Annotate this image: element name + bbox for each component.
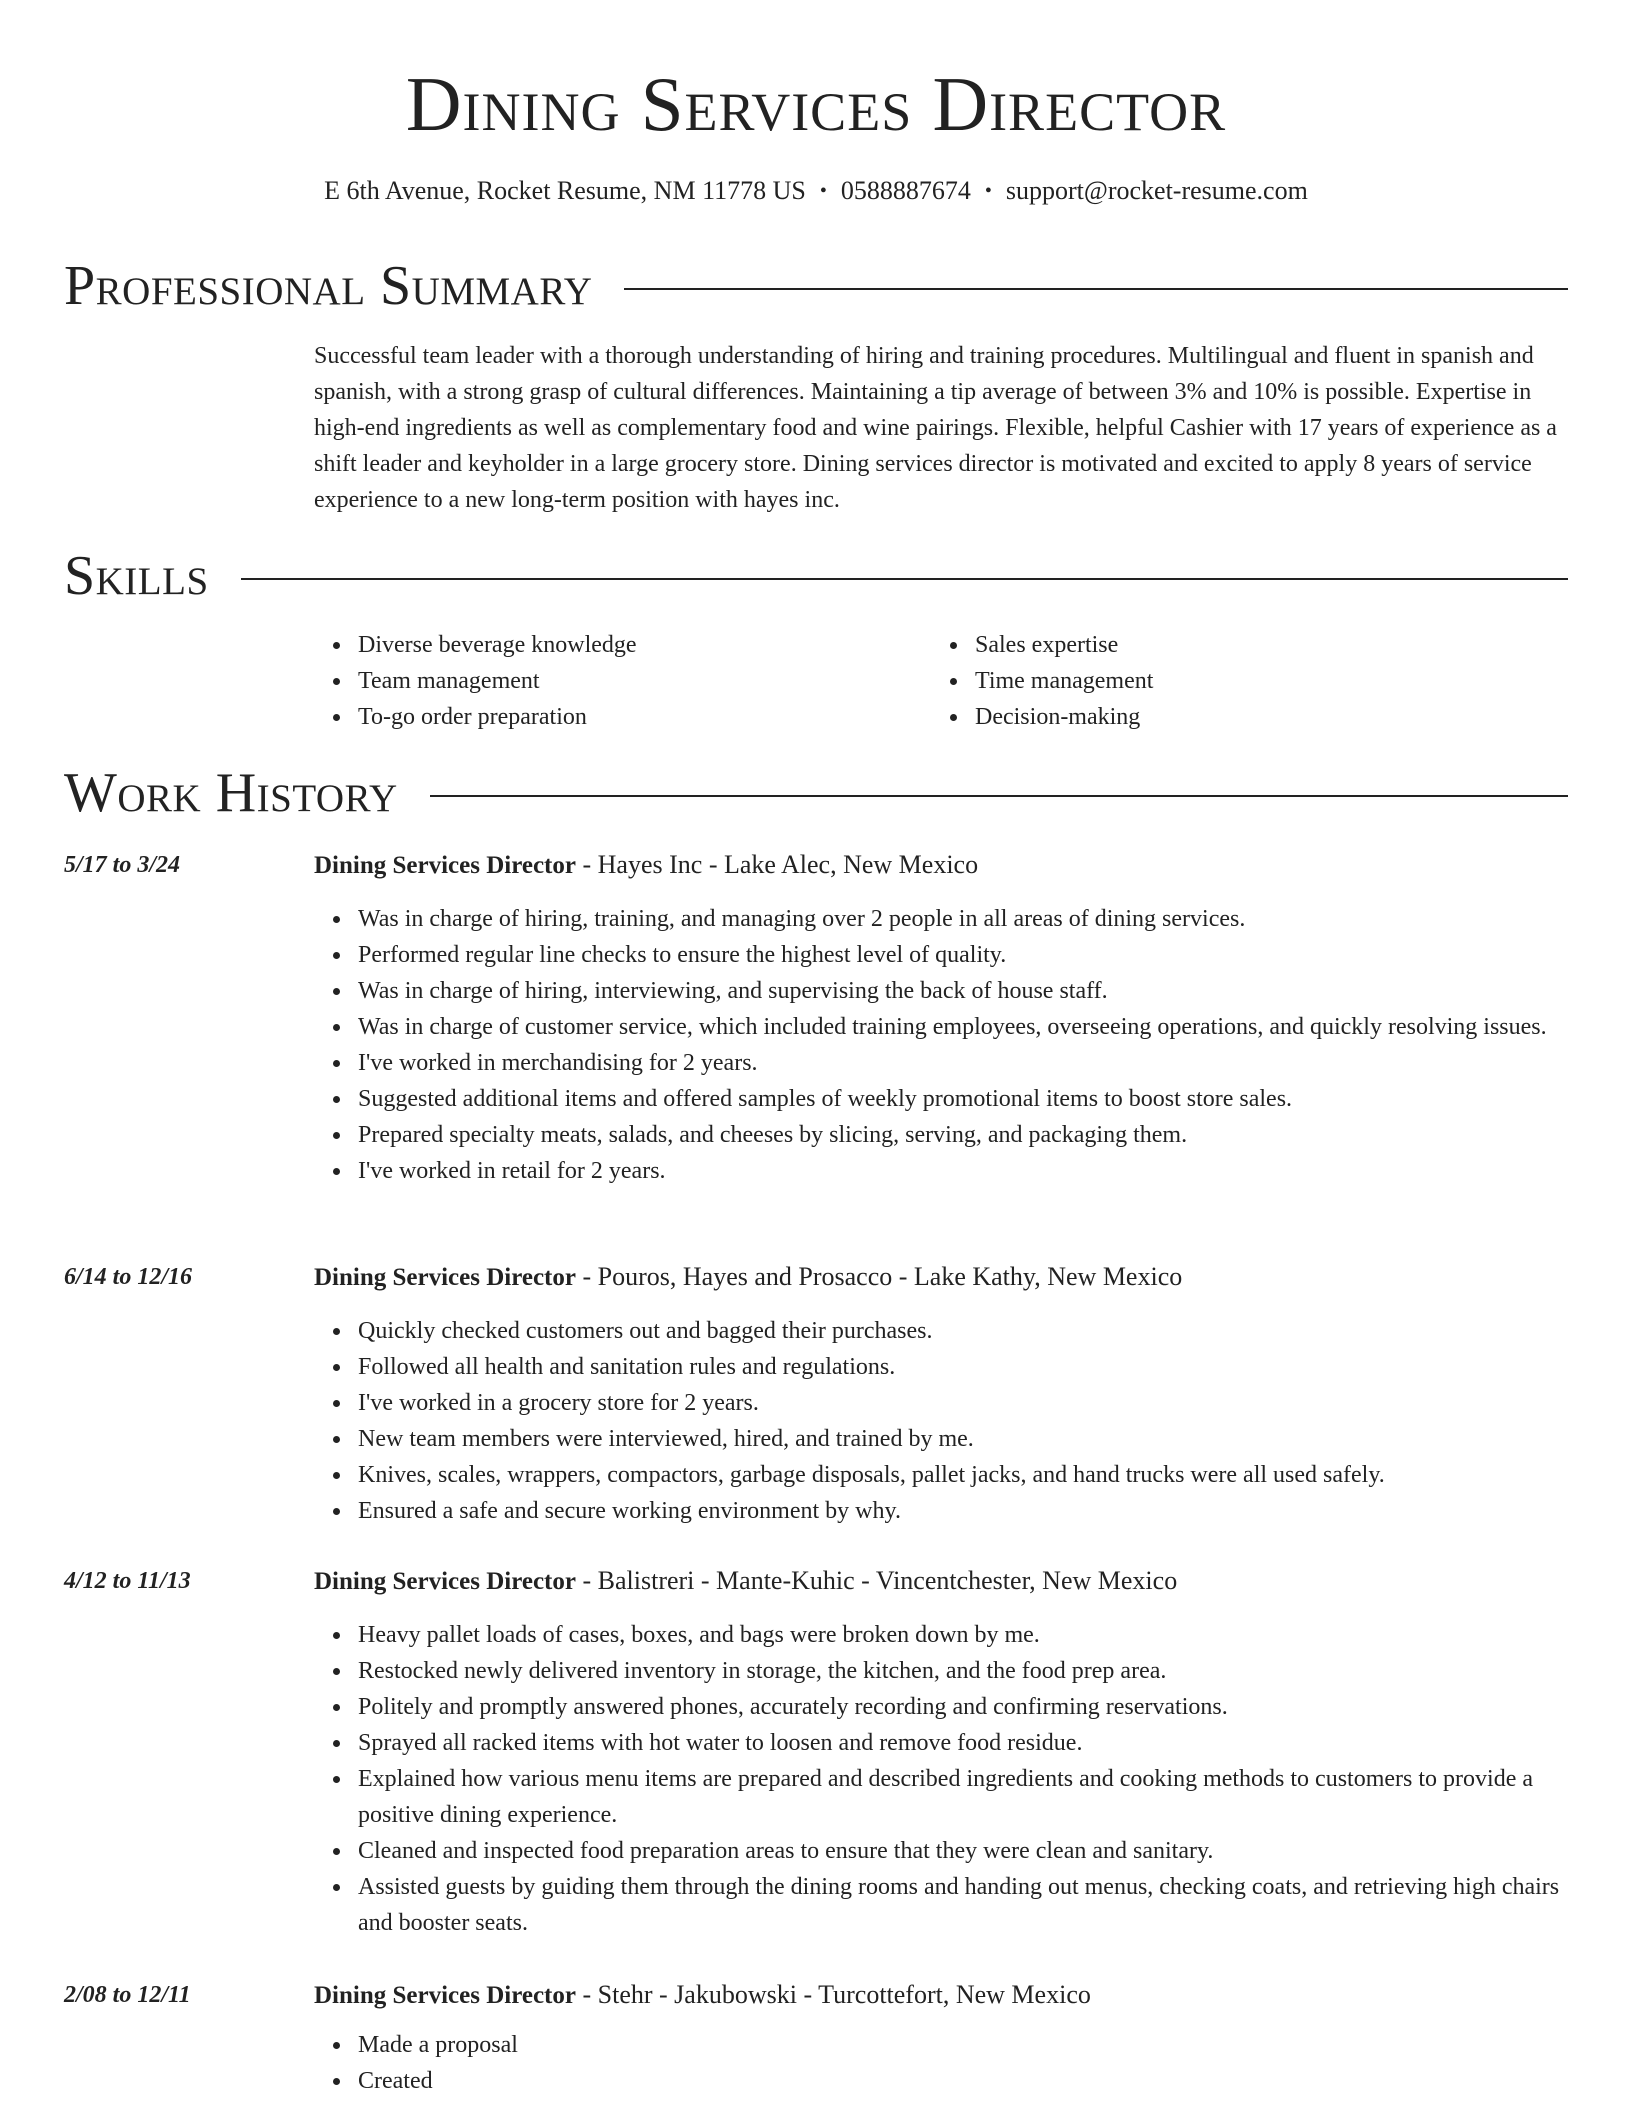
skill-item: Time management xyxy=(975,663,1548,699)
job-dates: 2/08 to 12/11 xyxy=(64,1982,191,2008)
section-divider xyxy=(624,288,1568,290)
section-divider xyxy=(430,795,1568,797)
job-dates: 5/17 to 3/24 xyxy=(64,852,181,878)
job-dates: 6/14 to 12/16 xyxy=(64,1264,193,1290)
job-duty: Heavy pallet loads of cases, boxes, and bags were broken down by me. xyxy=(358,1617,1568,1653)
job-duty: New team members were interviewed, hired, and trained by me. xyxy=(358,1421,1568,1457)
job-duties xyxy=(314,1313,1568,1529)
job-dates: 4/12 to 11/13 xyxy=(64,1568,191,1594)
work-section-heading xyxy=(64,761,1568,825)
contact-address: E 6th Avenue, Rocket Resume, NM 11778 US xyxy=(324,176,806,205)
skills-column-left xyxy=(314,627,931,735)
job-duty: I've worked in a grocery store for 2 years. xyxy=(358,1385,1568,1421)
job-duty: Was in charge of hiring, training, and managing over 2 people in all areas of dining services. xyxy=(358,901,1568,937)
job-heading xyxy=(314,1977,1568,2014)
job-duties xyxy=(314,901,1568,1189)
job-title: Dining Services Director xyxy=(314,1264,576,1291)
skill-item: Team management xyxy=(358,663,931,699)
job-duty: Politely and promptly answered phones, accurately recording and confirming reservations. xyxy=(358,1689,1568,1725)
job-duty: I've worked in retail for 2 years. xyxy=(358,1153,1568,1189)
job-duty: Performed regular line checks to ensure the highest level of quality. xyxy=(358,937,1568,973)
job-title: Dining Services Director xyxy=(314,1568,576,1595)
contact-phone: 0588887674 xyxy=(840,176,971,205)
job-duty: Suggested additional items and offered samples of weekly promotional items to boost store sales. xyxy=(358,1081,1568,1117)
contact-separator: • xyxy=(819,180,827,202)
job-duties xyxy=(314,1617,1568,1941)
skills-column-right xyxy=(931,627,1548,735)
job-title: Dining Services Director xyxy=(314,1982,576,2009)
contact-line xyxy=(0,174,1632,208)
contact-separator: • xyxy=(984,180,992,202)
job-employer: - Hayes Inc - Lake Alec, New Mexico xyxy=(575,850,979,879)
job-duty: Explained how various menu items are prepared and described ingredients and cooking methods to customers to provide a positive dining experience. xyxy=(358,1761,1568,1833)
contact-email: support@rocket-resume.com xyxy=(1005,176,1308,205)
job-duty: I've worked in merchandising for 2 years. xyxy=(358,1045,1568,1081)
job-duty: Ensured a safe and secure working environment by why. xyxy=(358,1493,1568,1529)
job-heading xyxy=(314,1259,1568,1296)
job-duty: Was in charge of hiring, interviewing, and supervising the back of house staff. xyxy=(358,973,1568,1009)
job-duty: Restocked newly delivered inventory in storage, the kitchen, and the food prep area. xyxy=(358,1653,1568,1689)
section-title: Skills xyxy=(64,545,209,607)
section-title: Work History xyxy=(64,762,398,824)
job-duty: Prepared specialty meats, salads, and cheeses by slicing, serving, and packaging them. xyxy=(358,1117,1568,1153)
job-employer: - Pouros, Hayes and Prosacco - Lake Kathy, New Mexico xyxy=(575,1262,1183,1291)
job-employer: - Balistreri - Mante-Kuhic - Vincentchester, New Mexico xyxy=(575,1566,1178,1595)
job-title: Dining Services Director xyxy=(314,852,576,879)
skill-item: To-go order preparation xyxy=(358,699,931,735)
job-duty: Cleaned and inspected food preparation areas to ensure that they were clean and sanitary. xyxy=(358,1833,1568,1869)
job-duty: Was in charge of customer service, which included training employees, overseeing operations, and quickly resolving issues. xyxy=(358,1009,1568,1045)
job-employer: - Stehr - Jakubowski - Turcottefort, New Mexico xyxy=(575,1980,1091,2009)
job-heading xyxy=(314,847,1568,884)
skill-item: Sales expertise xyxy=(975,627,1548,663)
summary-text: Successful team leader with a thorough understanding of hiring and training procedures. Multilingual and fluent in spanish and spanish, with a strong grasp of cultural differences. Maintaining a tip average of between 3% and 10% is possible. Expertise in high-end ingredients as well as complementary food and wine pairings. Flexible, helpful Cashier with 17 years of experience as a shift leader and keyholder in a large grocery store. Dining services director is motivated and excited to apply 8 years of service experience to a new long-term position with hayes inc. xyxy=(314,343,1557,513)
skills-list xyxy=(314,627,1568,735)
skill-item: Decision-making xyxy=(975,699,1548,735)
job-duties xyxy=(314,2027,1568,2099)
skill-item: Diverse beverage knowledge xyxy=(358,627,931,663)
job-duty: Made a proposal xyxy=(358,2027,1568,2063)
skills-section-heading xyxy=(64,544,1568,608)
job-duty: Sprayed all racked items with hot water to loosen and remove food residue. xyxy=(358,1725,1568,1761)
job-duty: Assisted guests by guiding them through the dining rooms and handing out menus, checking coats, and retrieving high chairs and booster seats. xyxy=(358,1869,1568,1941)
resume-name: Dining Services Director xyxy=(405,61,1227,147)
job-duty: Quickly checked customers out and bagged their purchases. xyxy=(358,1313,1568,1349)
section-divider xyxy=(241,578,1568,580)
job-duty: Knives, scales, wrappers, compactors, garbage disposals, pallet jacks, and hand trucks were all used safely. xyxy=(358,1457,1568,1493)
job-duty: Followed all health and sanitation rules and regulations. xyxy=(358,1349,1568,1385)
summary-section-heading xyxy=(64,254,1568,318)
job-duty: Created xyxy=(358,2063,1568,2099)
section-title: Professional Summary xyxy=(64,255,593,317)
job-heading xyxy=(314,1563,1568,1600)
